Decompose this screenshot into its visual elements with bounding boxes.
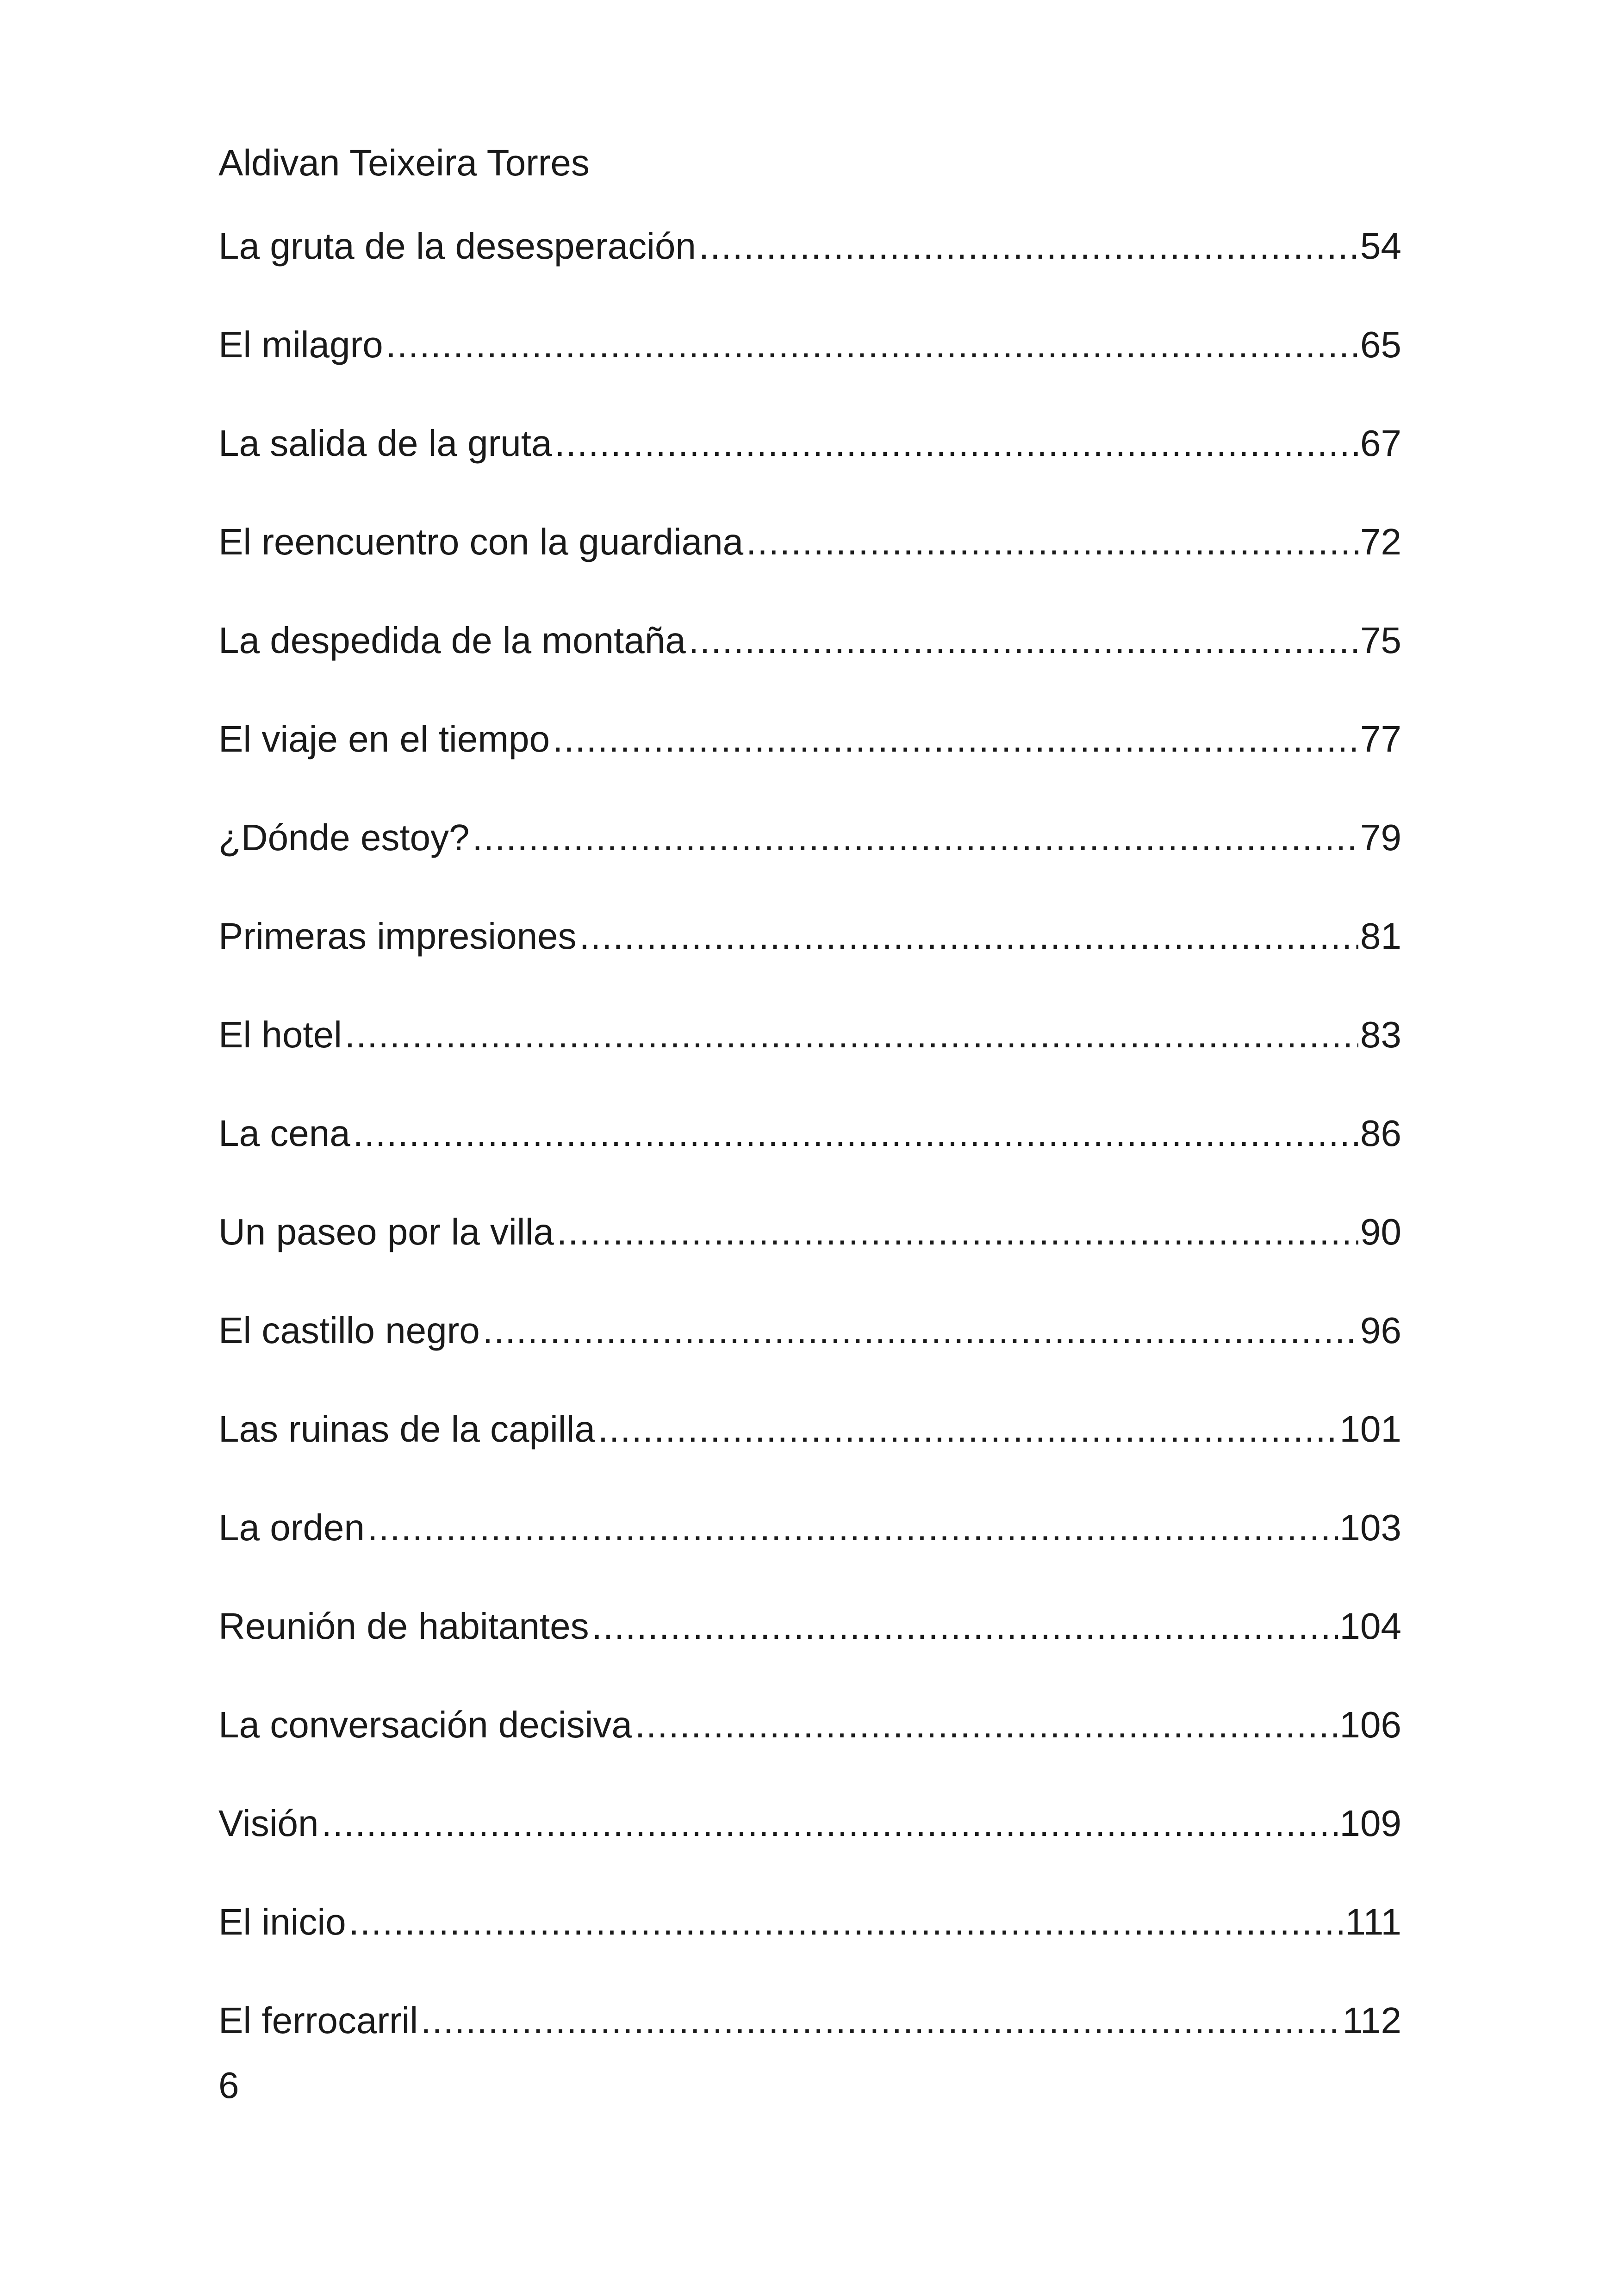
toc-entry-page: 79: [1360, 817, 1401, 858]
toc-entry-title: Primeras impresiones: [218, 915, 577, 957]
toc-entry-title: El viaje en el tiempo: [218, 718, 550, 759]
toc-entry-title: El ferrocarril: [218, 2000, 418, 2041]
table-of-contents: [218, 218, 1401, 2091]
toc-dot-leader: [349, 1894, 1344, 1950]
toc-entry-title: Las ruinas de la capilla: [218, 1408, 595, 1450]
toc-entry-title: La conversación decisiva: [218, 1704, 632, 1745]
toc-entry: [218, 908, 1401, 1007]
toc-dot-leader: [421, 1993, 1340, 2048]
toc-entry: [218, 218, 1401, 317]
toc-entry-title: Reunión de habitantes: [218, 1605, 589, 1647]
toc-entry-page: 65: [1360, 324, 1401, 365]
toc-entry-page: 104: [1339, 1605, 1401, 1647]
running-header-author: Aldivan Teixeira Torres: [218, 142, 590, 183]
toc-entry-page: 112: [1342, 2000, 1401, 2041]
toc-entry-title: La gruta de la desesperación: [218, 225, 696, 267]
toc-dot-leader: [557, 1204, 1358, 1260]
toc-entry-page: 111: [1345, 1901, 1401, 1942]
toc-entry-page: 72: [1360, 521, 1401, 562]
toc-entry: [218, 1106, 1401, 1204]
toc-dot-leader: [555, 416, 1359, 471]
toc-entry: [218, 1401, 1401, 1500]
toc-entry: [218, 1697, 1401, 1796]
toc-dot-leader: [553, 711, 1358, 767]
toc-entry-title: El reencuentro con la guardiana: [218, 521, 744, 562]
toc-entry-page: 101: [1339, 1408, 1401, 1450]
toc-entry-page: 90: [1360, 1211, 1401, 1252]
toc-dot-leader: [473, 810, 1358, 865]
toc-entry-page: 81: [1360, 915, 1401, 957]
toc-entry-title: Un paseo por la villa: [218, 1211, 554, 1252]
toc-entry: [218, 1599, 1401, 1697]
toc-dot-leader: [367, 1500, 1338, 1556]
toc-entry-page: 83: [1360, 1014, 1401, 1055]
page-number: 6: [218, 2065, 239, 2106]
toc-entry: [218, 1894, 1401, 1993]
toc-entry-page: 86: [1360, 1113, 1401, 1154]
toc-entry-page: 96: [1360, 1310, 1401, 1351]
toc-entry-title: Visión: [218, 1803, 319, 1844]
toc-entry-page: 54: [1360, 225, 1401, 267]
toc-entry: [218, 317, 1401, 416]
toc-dot-leader: [598, 1401, 1338, 1457]
toc-entry-page: 103: [1339, 1507, 1401, 1548]
toc-entry-title: La orden: [218, 1507, 365, 1548]
toc-entry: [218, 1796, 1401, 1894]
toc-dot-leader: [321, 1796, 1338, 1851]
toc-entry: [218, 810, 1401, 908]
toc-entry: [218, 1204, 1401, 1303]
toc-entry: [218, 416, 1401, 514]
toc-entry-title: La salida de la gruta: [218, 423, 552, 464]
toc-entry: [218, 1007, 1401, 1106]
toc-dot-leader: [483, 1303, 1358, 1358]
toc-dot-leader: [592, 1599, 1338, 1654]
toc-entry-page: 109: [1339, 1803, 1401, 1844]
toc-entry-page: 106: [1339, 1704, 1401, 1745]
toc-entry-title: La cena: [218, 1113, 350, 1154]
toc-dot-leader: [746, 514, 1358, 570]
toc-dot-leader: [579, 908, 1358, 964]
toc-dot-leader: [386, 317, 1358, 373]
toc-entry-title: El inicio: [218, 1901, 346, 1942]
toc-entry-title: La despedida de la montaña: [218, 620, 686, 661]
toc-entry-title: El hotel: [218, 1014, 342, 1055]
toc-entry-title: El milagro: [218, 324, 383, 365]
toc-entry: [218, 514, 1401, 613]
toc-dot-leader: [689, 613, 1358, 668]
toc-entry: [218, 711, 1401, 810]
toc-entry-title: El castillo negro: [218, 1310, 480, 1351]
toc-entry-title: ¿Dónde estoy?: [218, 817, 470, 858]
toc-entry: [218, 1500, 1401, 1599]
toc-entry: [218, 613, 1401, 711]
toc-entry: [218, 1303, 1401, 1401]
toc-dot-leader: [699, 218, 1358, 274]
toc-entry-page: 75: [1360, 620, 1401, 661]
toc-dot-leader: [635, 1697, 1338, 1753]
toc-entry: [218, 1993, 1401, 2091]
toc-entry-page: 77: [1360, 718, 1401, 759]
toc-dot-leader: [353, 1106, 1358, 1161]
toc-dot-leader: [345, 1007, 1358, 1063]
toc-entry-page: 67: [1360, 423, 1401, 464]
